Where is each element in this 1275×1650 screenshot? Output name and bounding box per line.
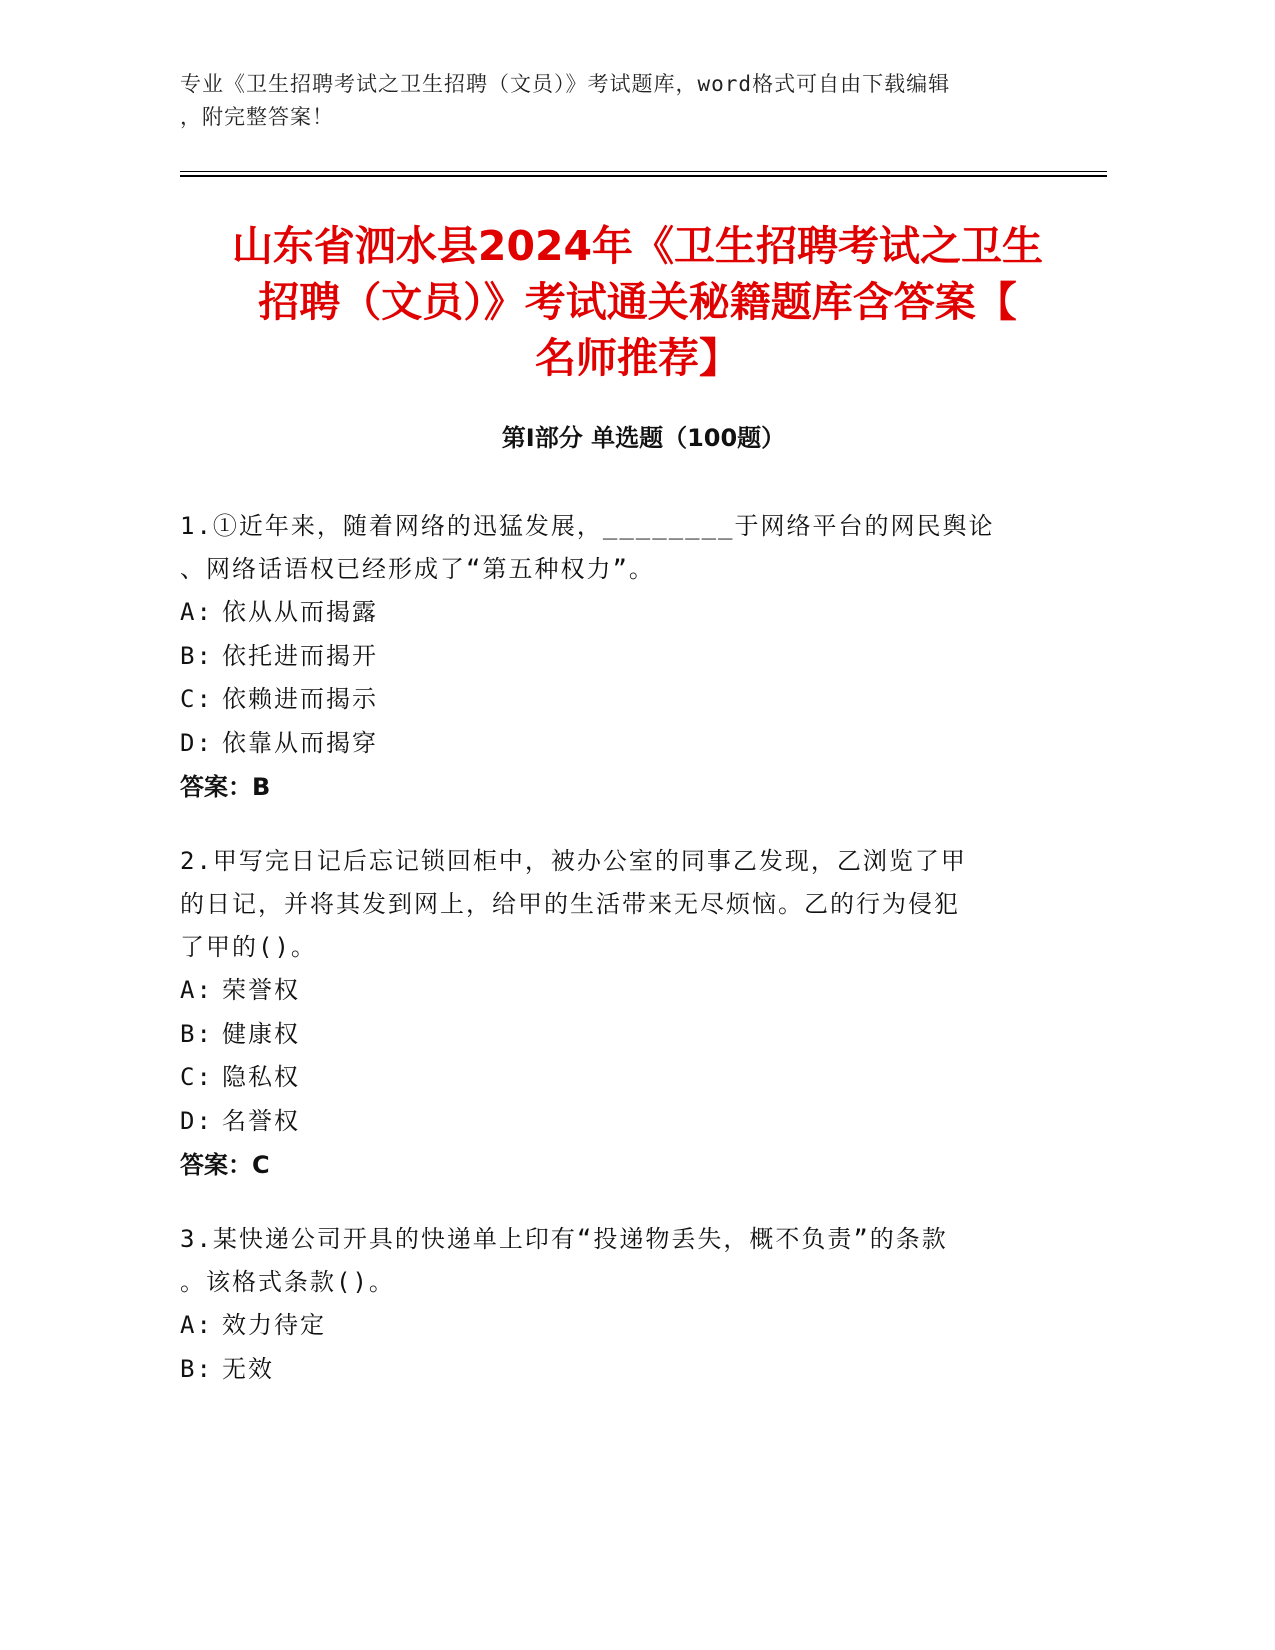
- option-text: 依从从而揭露: [222, 598, 378, 626]
- option-b: [180, 635, 1040, 679]
- option-text: 依托进而揭开: [222, 641, 378, 670]
- question-stem-line: 。该格式条款()。: [180, 1268, 395, 1296]
- option-letter: C:: [180, 1063, 213, 1091]
- option-b: [180, 1348, 1040, 1392]
- option-text: 效力待定: [222, 1311, 326, 1339]
- option-d: [180, 722, 1040, 766]
- option-a: [180, 1304, 1040, 1348]
- option-b: [180, 1013, 1040, 1057]
- question-2: [180, 840, 1040, 1187]
- option-c: [180, 1056, 1040, 1100]
- header-rule-thick: [180, 175, 1107, 177]
- title-line-2: 招聘（文员）》考试通关秘籍题库含答案【: [258, 278, 1017, 326]
- option-a: [180, 969, 1040, 1013]
- option-letter: B:: [180, 1019, 213, 1048]
- question-stem-line: 、网络话语权已经形成了“第五种权力”。: [180, 555, 655, 583]
- option-letter: B:: [180, 641, 213, 670]
- option-text: 健康权: [222, 1019, 300, 1048]
- section-heading: 第Ⅰ部分 单选题（100题）: [501, 424, 786, 452]
- document-title: [160, 218, 1115, 386]
- option-text: 隐私权: [222, 1063, 300, 1091]
- question-3: [180, 1218, 1040, 1391]
- option-text: 荣誉权: [222, 976, 300, 1004]
- answer-line: 答案：B: [180, 773, 271, 801]
- header-note-line-2: ，附完整答案！: [180, 105, 334, 129]
- option-text: 名誉权: [222, 1106, 300, 1135]
- option-letter: C:: [180, 685, 213, 713]
- title-line-1: 山东省泗水县2024年《卫生招聘考试之卫生: [231, 222, 1044, 270]
- option-letter: D:: [180, 1106, 213, 1135]
- header-note-line-1: 专业《卫生招聘考试之卫生招聘（文员）》考试题库，word格式可自由下载编辑: [180, 72, 951, 96]
- option-text: 依靠从而揭穿: [222, 728, 378, 757]
- question-stem-line: 的日记，并将其发到网上，给甲的生活带来无尽烦恼。乙的行为侵犯: [180, 890, 960, 918]
- option-a: [180, 591, 1040, 635]
- option-letter: B:: [180, 1354, 213, 1383]
- question-stem-line: 1.①近年来，随着网络的迅猛发展，________于网络平台的网民舆论: [180, 512, 995, 540]
- option-letter: A:: [180, 1311, 213, 1339]
- title-line-3: 名师推荐】: [535, 334, 740, 382]
- option-letter: A:: [180, 976, 213, 1004]
- option-d: [180, 1100, 1040, 1144]
- answer-line: 答案：C: [180, 1151, 270, 1179]
- question-stem-line: 3.某快递公司开具的快递单上印有“投递物丢失，概不负责”的条款: [180, 1225, 948, 1253]
- header-note: [180, 68, 1040, 134]
- header-rule-thin: [180, 171, 1107, 172]
- option-letter: D:: [180, 728, 213, 757]
- option-text: 无效: [222, 1354, 274, 1383]
- question-1: [180, 505, 1040, 809]
- option-c: [180, 678, 1040, 722]
- option-text: 依赖进而揭示: [222, 685, 378, 713]
- question-list: [180, 505, 1040, 1422]
- option-letter: A:: [180, 598, 213, 626]
- question-stem-line: 了甲的()。: [180, 933, 317, 961]
- question-stem-line: 2.甲写完日记后忘记锁回柜中，被办公室的同事乙发现，乙浏览了甲: [180, 847, 967, 875]
